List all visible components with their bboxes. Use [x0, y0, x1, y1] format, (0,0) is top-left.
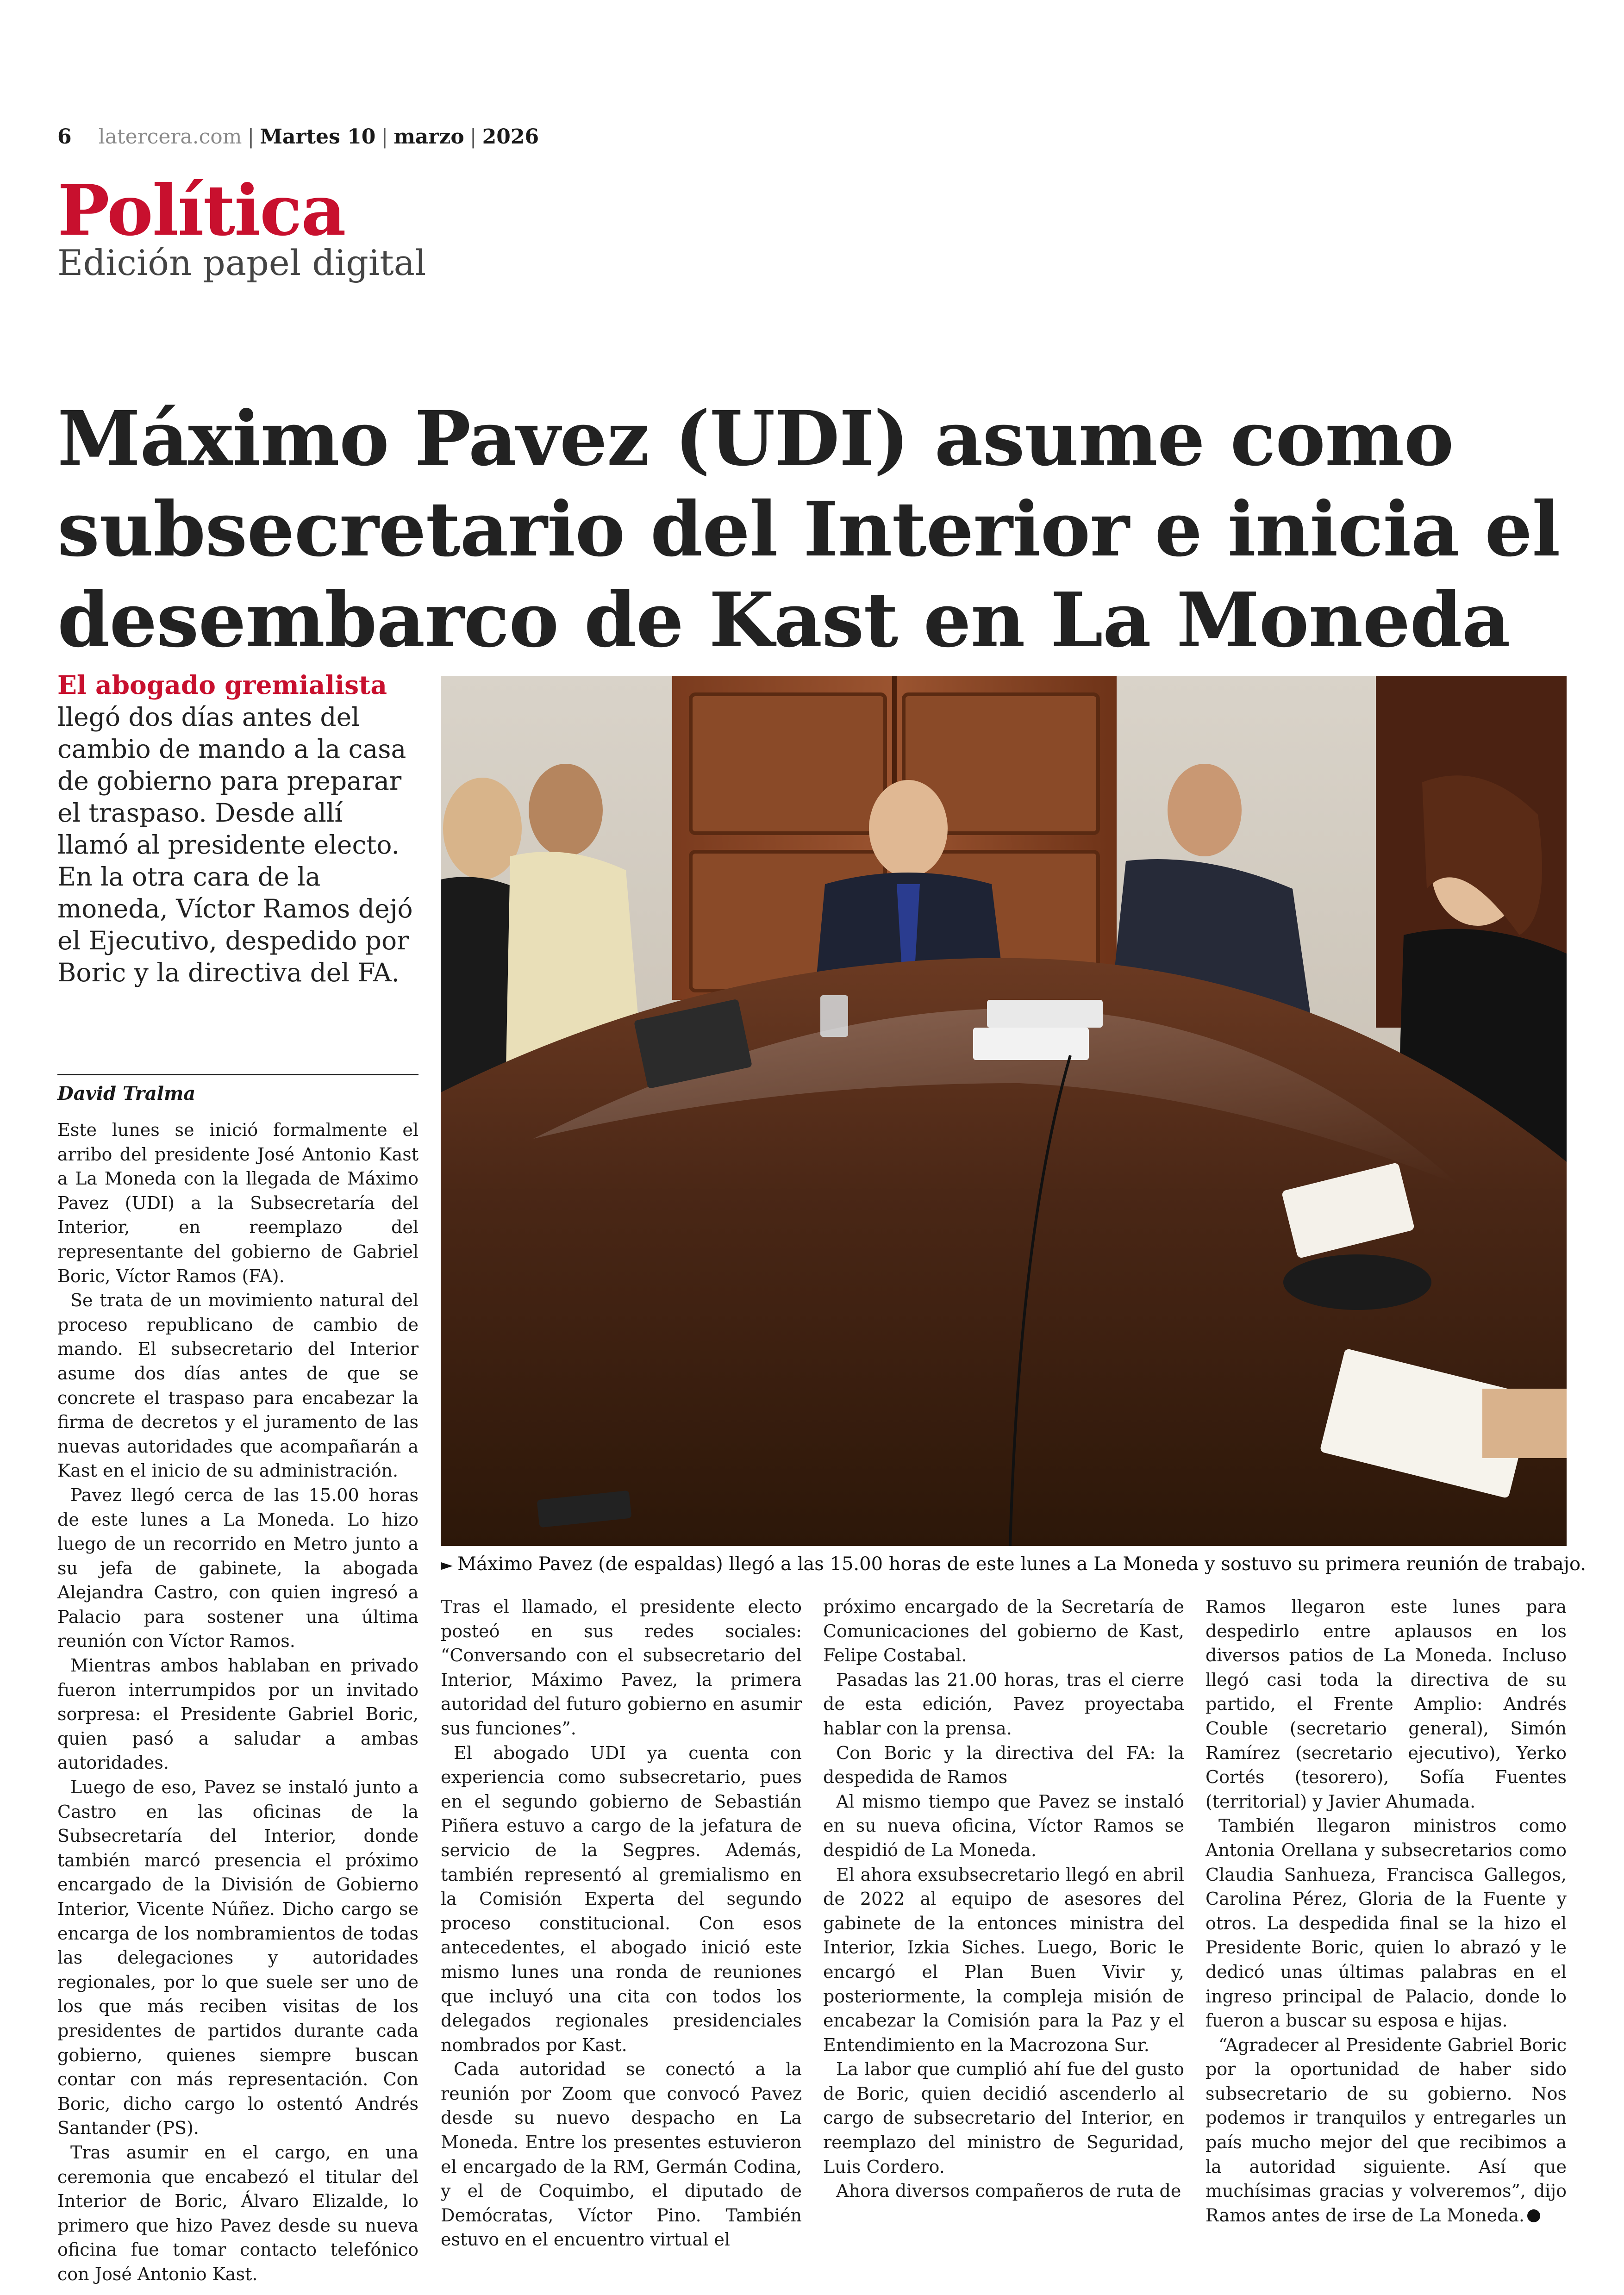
folio-year: 2026	[482, 125, 539, 149]
folio	[57, 123, 539, 151]
lead-text: llegó dos días antes del cambio de mando a la casa de gobierno para preparar el traspaso. Desde allí llamó al presidente electo. En la otra cara de la moneda, Víctor Ramos dejó el Ejecutivo, despedido por Boric y la directiva del FA.	[57, 702, 413, 987]
body-paragraph: Cada autoridad se conectó a la reunión por Zoom que convocó Pavez desde su nuevo despacho en La Moneda. Entre los presentes estuvieron el encargado de la RM, Germán Codina, y el de Coquimbo, el diputado de Demócratas, Víctor Pino. También estuvo en el encuentro virtual el	[441, 2059, 802, 2250]
body-paragraph: Ahora diversos compañeros de ruta de	[836, 2181, 1181, 2201]
body-paragraph: Ramos llegaron este lunes para despedirlo entre aplausos en los diversos patios de La Moneda. Incluso llegó casi toda la directiva de su partido, el Frente Amplio: Andrés Couble (secretario general), Simón Ramírez (secretario ejecutivo), Yerko Cortés (tesorero), Sofía Fuentes (territorial) y Javier Ahumada.	[1206, 1597, 1567, 1812]
byline: David Tralma	[57, 1074, 418, 1108]
folio-date: Martes 10	[260, 125, 376, 149]
section-title: Política	[57, 170, 345, 251]
subheading: Con Boric y la directiva del FA: la despedida de Ramos	[823, 1742, 1184, 1788]
caption-triangle-icon: ►	[441, 1556, 453, 1574]
body-paragraph: La labor que cumplió ahí fue del gusto de Boric, quien decidió ascenderlo al cargo de subsecretario del Interior, en reemplazo del ministro de Seguridad, Luis Cordero.	[823, 2059, 1184, 2177]
body-paragraph: Al mismo tiempo que Pavez se instaló en su nueva oficina, Víctor Ramos se despidió de La Moneda.	[823, 1791, 1184, 1860]
photo-caption	[441, 1551, 1587, 1578]
body-paragraph: Pavez llegó cerca de las 15.00 horas de este lunes a La Moneda. Lo hizo luego de un recorrido en Metro junto a su jefa de gabinete, la abogada Alejandra Castro, con quien ingresó a Palacio para sostener una última reunión con Víctor Ramos.	[57, 1484, 418, 1652]
article-photo	[441, 676, 1567, 1546]
lead-kicker: El abogado gremialista	[57, 670, 387, 700]
body-paragraph: Se trata de un movimiento natural del proceso republicano de cambio de mando. El subsecretario del Interior asume dos días antes de que se concrete el traspaso para encabezar la firma de decretos y el juramento de las nuevas autoridades que acompañarán a Kast en el inicio de su administración.	[57, 1290, 418, 1481]
body-column-1	[57, 1118, 418, 2287]
body-paragraph: Pasadas las 21.00 horas, tras el cierre de esta edición, Pavez proyectaba hablar con la prensa.	[823, 1669, 1184, 1739]
folio-month: marzo	[394, 125, 464, 149]
closing-quote: “Agradecer al Presidente Gabriel Boric por la oportunidad de haber sido subsecretario de su gobierno. Nos podemos ir tranquilos y entregarles un país mucho mejor del que recibimos a la autoridad siguiente. Así que muchísimas gracias y volveremos”, dijo Ramos antes de irse de La Moneda.	[1206, 2034, 1567, 2226]
headline-line: desembarco de Kast en La Moneda	[57, 576, 1510, 664]
folio-separator: |	[469, 125, 477, 149]
folio-separator: |	[381, 125, 388, 149]
body-paragraph: Este lunes se inició formalmente el arribo del presidente José Antonio Kast a La Moneda con la llegada de Máximo Pavez (UDI) a la Subsecretaría del Interior, en reemplazo del representante del gobierno de Gabriel Boric, Víctor Ramos (FA).	[57, 1120, 418, 1286]
edition-label: Edición papel digital	[57, 242, 426, 283]
body-column-3	[823, 1595, 1184, 2203]
body-paragraph: También llegaron ministros como Antonia Orellana y subsecretarios como Claudia Sanhueza, Francisca Gallegos, Carolina Pérez, Gloria de la Fuente y otros. La despedida final se la hizo el Presidente Boric, quien lo abrazó y le dedicó unas últimas palabras en el ingreso principal de Palacio, donde lo fueron a buscar su esposa e hijas.	[1206, 1815, 1567, 2031]
headline-line: Máximo Pavez (UDI) asume como	[57, 395, 1454, 483]
body-paragraph: El ahora exsubsecretario llegó en abril de 2022 al equipo de asesores del gabinete de la entonces ministra del Interior, Izkia Siches. Luego, Boric le encargó el Plan Buen Vivir y, posteriormente, la compleja misión de encabezar la Comisión para la Paz y el Entendimiento en la Macrozona Sur.	[823, 1864, 1184, 2055]
headline-line: subsecretario del Interior e inicia el	[57, 486, 1560, 574]
body-paragraph: Tras el llamado, el presidente electo posteó en sus redes sociales: “Conversando con el subsecretario del Interior, Máximo Pavez, la primera autoridad del futuro gobierno en asumir sus funciones”.	[441, 1597, 802, 1739]
folio-separator: |	[247, 125, 255, 149]
body-paragraph: próximo encargado de la Secretaría de Comunicaciones del gobierno de Kast, Felipe Costabal.	[823, 1597, 1184, 1666]
lead-paragraph	[57, 669, 418, 989]
body-paragraph-last	[1206, 2033, 1567, 2228]
end-of-article-icon	[1527, 2209, 1540, 2222]
caption-text: Máximo Pavez (de espaldas) llegó a las 15.00 horas de este lunes a La Moneda y sostuvo su primera reunión de trabajo.	[457, 1553, 1587, 1575]
meeting-photo-illustration	[441, 676, 1567, 1546]
site-name: latercera.com	[98, 125, 242, 149]
body-column-2	[441, 1595, 802, 2252]
body-paragraph: Tras asumir en el cargo, en una ceremonia que encabezó el titular del Interior de Boric, Álvaro Elizalde, lo primero que hizo Pavez desde su nueva oficina fue tomar contacto telefónico con José Antonio Kast.	[57, 2142, 418, 2284]
body-paragraph: Luego de eso, Pavez se instaló junto a Castro en las oficinas de la Subsecretaría del Interior, donde también marcó presencia el próximo encargado de la División de Gobierno Interior, Vicente Núñez. Dicho cargo se encarga de los nombramientos de todas las delegaciones y autoridades regionales, por lo que suele ser uno de los que más reciben visitas de los presidentes de partidos durante cada gobierno, quienes siempre buscan contar con más representación. Con Boric, dicho cargo lo ostentó Andrés Santander (PS).	[57, 1777, 418, 2139]
body-paragraph: Mientras ambos hablaban en privado fueron interrumpidos por un invitado sorpresa: el Presidente Gabriel Boric, quien pasó a saludar a ambas autoridades.	[57, 1655, 418, 1773]
page-number: 6	[57, 125, 72, 149]
body-column-4	[1206, 1595, 1567, 2227]
body-paragraph: El abogado UDI ya cuenta con experiencia como subsecretario, pues en el segundo gobierno de Sebastián Piñera estuvo a cargo de la jefatura de servicio de la Segpres. Además, también representó al gremialismo en la Comisión Experta del segundo proceso constitucional. Con esos antecedentes, el abogado inició este mismo lunes una ronda de reuniones que incluyó una cita con todos los delegados regionales presidenciales nombrados por Kast.	[441, 1742, 802, 2055]
headline	[57, 393, 1562, 666]
